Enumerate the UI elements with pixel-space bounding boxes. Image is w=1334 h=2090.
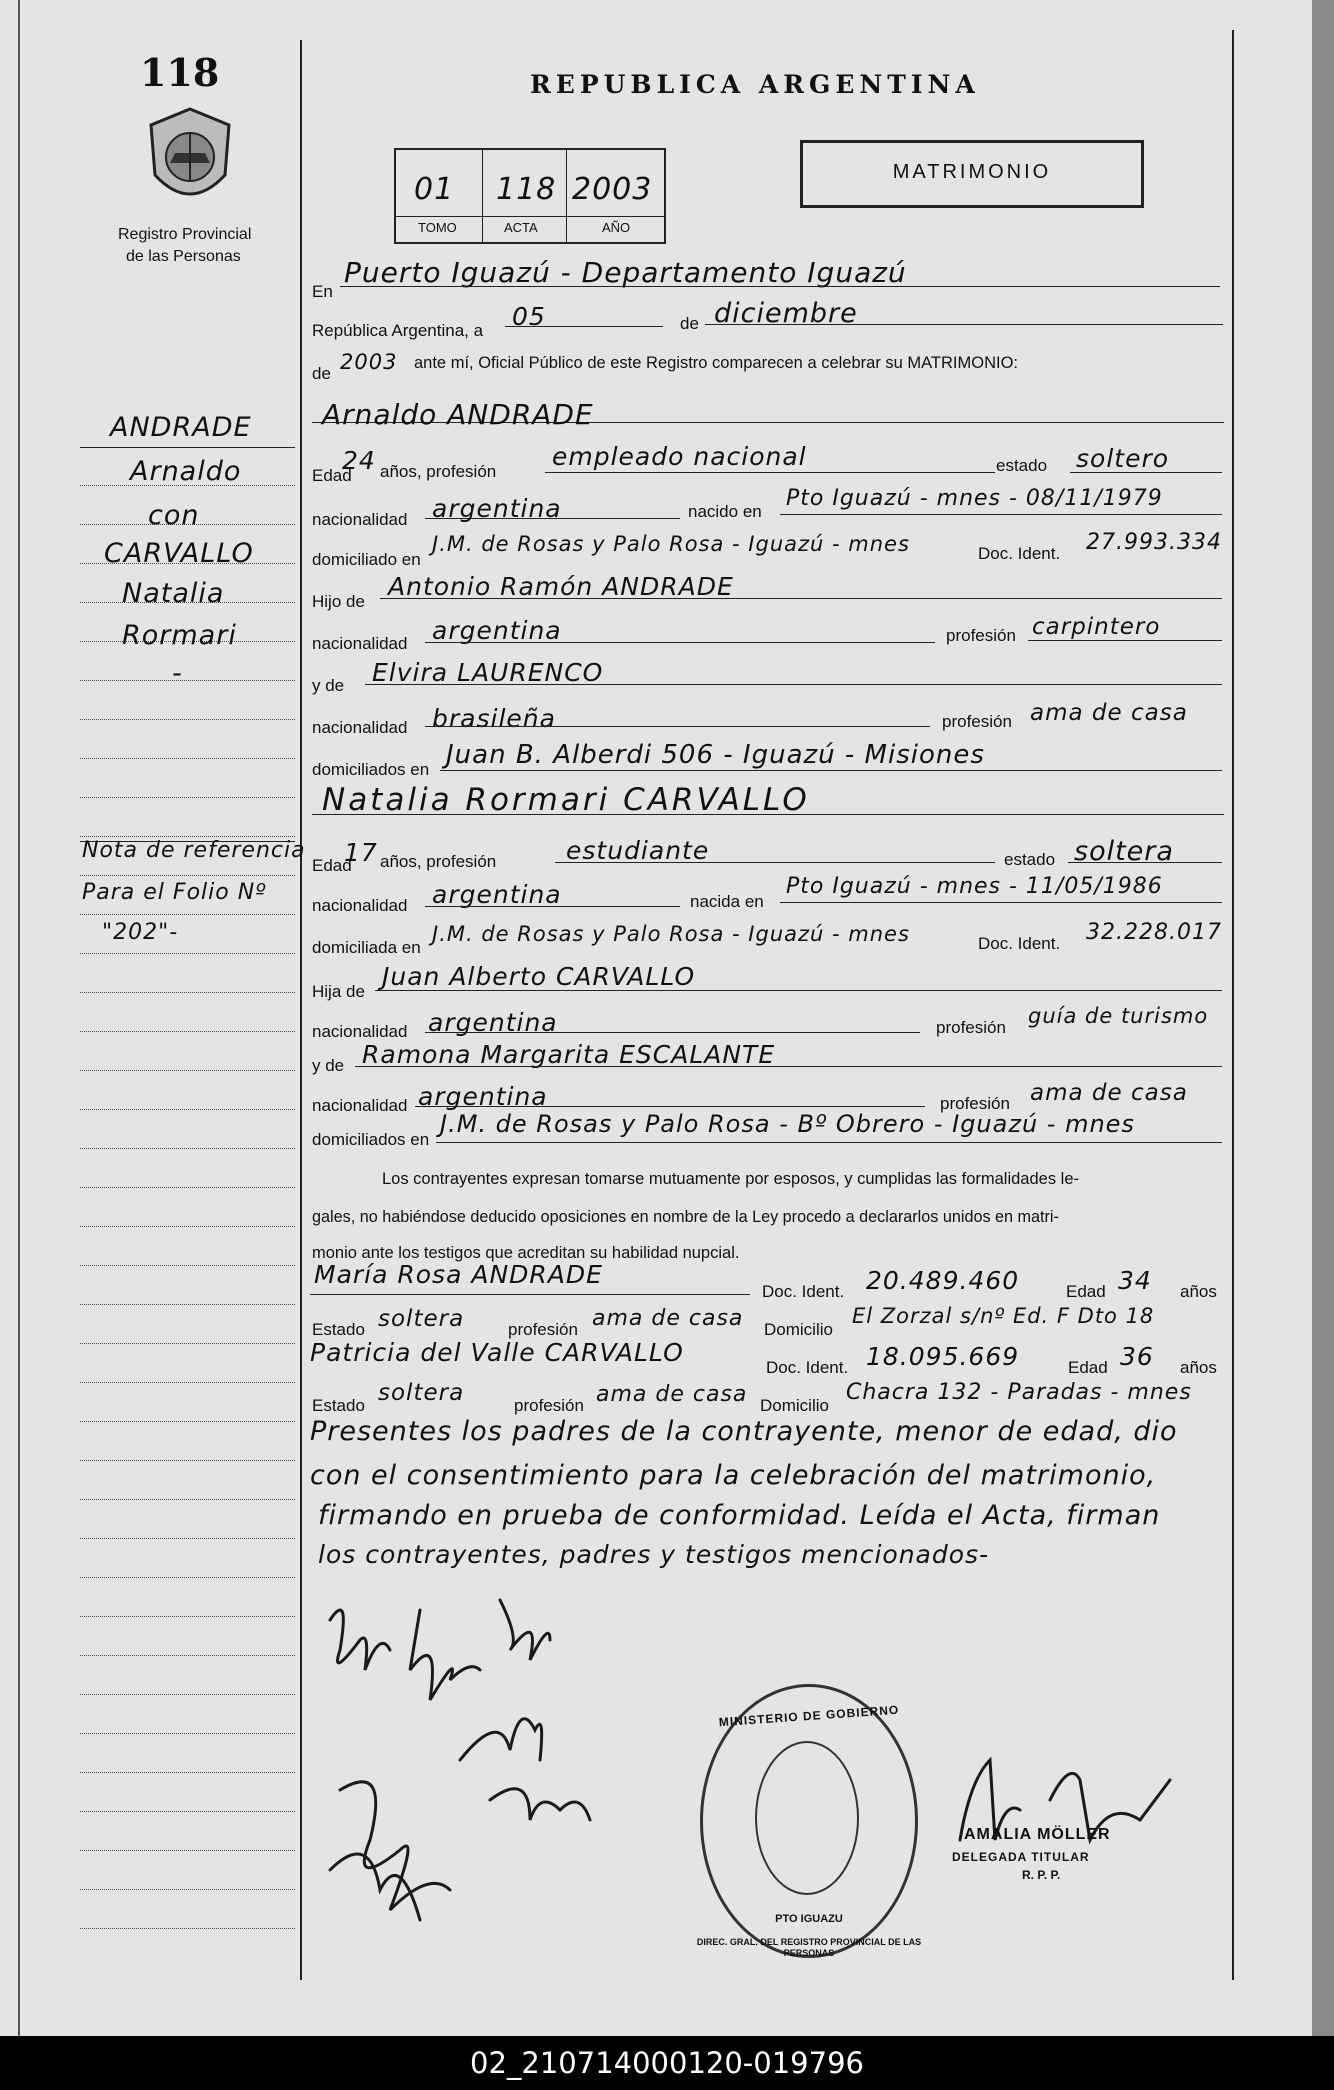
margin-rule-line	[80, 1148, 295, 1149]
witness-1-anos-label: años	[1180, 1282, 1217, 1301]
bride-mother-nationality: argentina	[418, 1082, 548, 1111]
bride-mother-name: Ramona Margarita ESCALANTE	[362, 1040, 776, 1069]
en-label: En	[312, 282, 333, 301]
country-title: REPUBLICA ARGENTINA	[530, 70, 980, 99]
observation-line-2: con el consentimiento para la celebración del matrimonio,	[310, 1460, 1157, 1491]
witness-1-prof-label: profesión	[508, 1320, 578, 1339]
groom-mother-profession: ama de casa	[1030, 700, 1188, 726]
witness-2-age: 36	[1120, 1342, 1154, 1371]
bride-hija-label: Hija de	[312, 982, 365, 1001]
bride-estado-label: estado	[1004, 850, 1056, 869]
margin-rule-line	[80, 1928, 295, 1929]
bride-birthplace-date: Pto Iguazú - mnes - 11/05/1986	[786, 874, 1163, 899]
margin-rule-line	[80, 1343, 295, 1344]
acta-value: 118	[496, 172, 557, 207]
ano-value: 2003	[572, 172, 653, 207]
bride-father-prof-label: profesión	[936, 1018, 1006, 1037]
year-value: 2003	[340, 350, 398, 374]
reference-note-line-3: "202"-	[102, 920, 179, 945]
margin-rule-line	[80, 1889, 295, 1890]
bride-father-profession: guía de turismo	[1028, 1004, 1209, 1028]
margin-note-dash: -	[172, 658, 183, 689]
bride-father-name: Juan Alberto CARVALLO	[382, 962, 696, 991]
margin-rule-line	[80, 1811, 295, 1812]
groom-yde-label: y de	[312, 676, 345, 695]
seal-town-text: PTO IGUAZU	[775, 1913, 843, 1925]
official-seal	[696, 1684, 922, 1958]
bride-mother-profession: ama de casa	[1030, 1080, 1188, 1106]
groom-nationality: argentina	[432, 494, 562, 523]
left-edge-line	[18, 0, 20, 2036]
groom-estado-label: estado	[996, 456, 1048, 475]
groom-doc-label: Doc. Ident.	[978, 544, 1061, 563]
bride-nacida-label: nacida en	[690, 892, 764, 911]
record-type-box: MATRIMONIO	[800, 140, 1144, 208]
page-number: 118	[140, 50, 220, 95]
witness-1-domicile: El Zorzal s/nº Ed. F Dto 18	[852, 1304, 1155, 1328]
margin-rule-line	[80, 1304, 295, 1305]
record-number-box	[394, 148, 666, 244]
witness-2-name: Patricia del Valle CARVALLO	[310, 1338, 684, 1367]
witness-2-estado-label: Estado	[312, 1396, 365, 1415]
republica-label: República Argentina, a	[312, 321, 484, 340]
witness-2-anos-label: años	[1180, 1358, 1217, 1377]
bride-mother-prof-label: profesión	[940, 1094, 1010, 1113]
margin-rule-line	[80, 836, 295, 837]
margin-note-name-3: Rormari	[122, 620, 237, 651]
groom-mother-prof-label: profesión	[942, 712, 1012, 731]
issuer-line-1: Registro Provincial	[118, 226, 252, 243]
margin-rule-line	[80, 1382, 295, 1383]
groom-estado: soltero	[1076, 444, 1170, 473]
witness-2-domicile: Chacra 132 - Paradas - mnes	[846, 1380, 1192, 1405]
acta-label: ACTA	[504, 220, 538, 235]
margin-rule-line	[80, 1499, 295, 1500]
bride-estado: soltera	[1074, 836, 1174, 867]
margin-note-name-2: Natalia	[122, 578, 225, 609]
groom-domicile: J.M. de Rosas y Palo Rosa - Iguazú - mnes	[432, 532, 910, 556]
witness-2-domicilio-label: Domicilio	[760, 1396, 829, 1415]
margin-rule-line	[80, 914, 295, 915]
bride-domiciliada-label: domiciliada en	[312, 938, 421, 957]
margin-rule-line	[80, 1031, 295, 1032]
margin-note-surname: ANDRADE	[110, 412, 252, 443]
legal-text-line-3: monio ante los testigos que acreditan su habilidad nupcial.	[312, 1244, 740, 1262]
observation-line-1: Presentes los padres de la contrayente, menor de edad, dio	[310, 1416, 1178, 1447]
bride-mother-nac-label: nacionalidad	[312, 1096, 408, 1115]
witness-1-doc-label: Doc. Ident.	[762, 1282, 845, 1301]
margin-rule-line	[80, 1226, 295, 1227]
witness-1-profession: ama de casa	[592, 1306, 744, 1331]
margin-rule-line	[80, 953, 295, 954]
bride-anos-profesion-label: años, profesión	[380, 852, 497, 871]
ante-mi-text: ante mí, Oficial Público de este Registro comparecen a celebrar su MATRIMONIO:	[414, 354, 1019, 372]
seal-inner-text: MINISTERIO DE GOBIERNO	[718, 1702, 900, 1730]
margin-rule-line	[80, 680, 295, 681]
groom-age: 24	[342, 446, 376, 475]
day-value: 05	[512, 302, 546, 331]
reference-note-line-1: Nota de referencia	[82, 838, 306, 863]
margin-rule-line	[80, 1421, 295, 1422]
groom-profession: empleado nacional	[552, 442, 807, 471]
groom-mother-name: Elvira LAURENCO	[372, 658, 604, 687]
witness-1-age: 34	[1118, 1266, 1152, 1295]
right-border-line	[1232, 30, 1234, 1980]
groom-domiciliado-label: domiciliado en	[312, 550, 421, 569]
bride-nacionalidad-label: nacionalidad	[312, 896, 408, 915]
margin-note-name: Arnaldo	[130, 456, 242, 487]
groom-father-nationality: argentina	[432, 616, 562, 645]
groom-nacido-label: nacido en	[688, 502, 762, 521]
ano-label: AÑO	[602, 220, 631, 235]
tomo-value: 01	[414, 172, 455, 207]
groom-nacionalidad-label: nacionalidad	[312, 510, 408, 529]
margin-rule-line	[80, 1109, 295, 1110]
scan-identifier: 02_210714000120-019796	[0, 2036, 1334, 2090]
witness-2-estado: soltera	[378, 1380, 465, 1406]
groom-parents-dom-label: domiciliados en	[312, 760, 430, 779]
margin-rule-line	[80, 1616, 295, 1617]
groom-father-name: Antonio Ramón ANDRADE	[388, 572, 734, 601]
witness-2-prof-label: profesión	[514, 1396, 584, 1415]
bride-nationality: argentina	[432, 880, 562, 909]
groom-father-prof-label: profesión	[946, 626, 1016, 645]
margin-rule-line	[80, 1538, 295, 1539]
margin-rule-line	[80, 992, 295, 993]
margin-solid-rule	[80, 447, 295, 448]
margin-rule-line	[80, 719, 295, 720]
tomo-label: TOMO	[418, 220, 457, 235]
margin-rule-line	[80, 1187, 295, 1188]
bride-father-nac-label: nacionalidad	[312, 1022, 408, 1041]
bride-name: Natalia Rormari CARVALLO	[322, 782, 810, 818]
official-title: DELEGADA TITULAR	[952, 1850, 1090, 1864]
legal-text-line-1: Los contrayentes expresan tomarse mutuamente por esposos, y cumplidas las formalidades le-	[382, 1170, 1080, 1188]
groom-hijo-label: Hijo de	[312, 592, 365, 611]
handwritten-signatures	[310, 1590, 630, 1950]
bride-yde-label: y de	[312, 1056, 345, 1075]
groom-birthplace-date: Pto Iguazú - mnes - 08/11/1979	[786, 486, 1163, 511]
observation-line-4: los contrayentes, padres y testigos mencionados-	[318, 1540, 990, 1569]
margin-rule-line	[80, 1850, 295, 1851]
observation-line-3: firmando en prueba de conformidad. Leída el Acta, firman	[318, 1500, 1161, 1531]
margin-rule-line	[80, 1733, 295, 1734]
witness-1-estado-label: Estado	[312, 1320, 365, 1339]
bride-parents-dom-label: domiciliados en	[312, 1130, 430, 1149]
margin-rule-line	[80, 1265, 295, 1266]
groom-mother-nac-label: nacionalidad	[312, 718, 408, 737]
margin-rule-line	[80, 1772, 295, 1773]
margin-rule-line	[80, 1694, 295, 1695]
margin-rule-line	[80, 1460, 295, 1461]
official-name: AMALIA MÖLLER	[964, 1826, 1111, 1843]
place-value: Puerto Iguazú - Departamento Iguazú	[344, 256, 907, 289]
bride-domicile: J.M. de Rosas y Palo Rosa - Iguazú - mnes	[432, 922, 910, 946]
witness-1-edad-label: Edad	[1066, 1282, 1106, 1301]
groom-edad-label: Edad	[312, 466, 352, 485]
groom-mother-nationality: brasileña	[432, 704, 556, 733]
margin-rule-line	[80, 1577, 295, 1578]
witness-1-name: María Rosa ANDRADE	[314, 1260, 603, 1289]
groom-name: Arnaldo ANDRADE	[322, 398, 594, 431]
bride-profession: estudiante	[566, 836, 710, 865]
margin-rule-line	[80, 1070, 295, 1071]
margin-rule-line	[80, 1655, 295, 1656]
margin-note-surname-2: CARVALLO	[104, 538, 254, 569]
provincial-crest-icon	[145, 105, 235, 215]
groom-document-number: 27.993.334	[1086, 530, 1222, 555]
witness-2-doc: 18.095.669	[866, 1342, 1020, 1371]
witness-1-domicilio-label: Domicilio	[764, 1320, 833, 1339]
margin-rule-line	[80, 797, 295, 798]
groom-father-profession: carpintero	[1032, 614, 1161, 640]
bride-doc-label: Doc. Ident.	[978, 934, 1061, 953]
witness-1-estado: soltera	[378, 1306, 465, 1332]
issuer-line-2: de las Personas	[126, 248, 241, 265]
bride-parents-domicile: J.M. de Rosas y Palo Rosa - Bº Obrero - Iguazú - mnes	[440, 1110, 1135, 1138]
margin-rule-line	[80, 758, 295, 759]
bride-age: 17	[344, 838, 378, 867]
de-label: de	[680, 314, 699, 333]
witness-1-doc: 20.489.460	[866, 1266, 1020, 1295]
page-edge	[1312, 0, 1334, 2036]
bride-father-nationality: argentina	[428, 1008, 558, 1037]
reference-note-line-2: Para el Folio Nº	[82, 880, 267, 905]
witness-2-profession: ama de casa	[596, 1382, 748, 1407]
margin-note-con: con	[148, 500, 200, 531]
groom-parents-domicile: Juan B. Alberdi 506 - Iguazú - Misiones	[446, 740, 985, 770]
bride-document-number: 32.228.017	[1086, 920, 1222, 945]
groom-anos-profesion-label: años, profesión	[380, 462, 497, 481]
margin-rule-line	[80, 875, 295, 876]
official-organization: R. P. P.	[1022, 1868, 1061, 1882]
legal-text-line-2: gales, no habiéndose deducido oposiciones en nombre de la Ley procedo a declararlos unidos en matri-	[312, 1208, 1059, 1226]
month-value: diciembre	[714, 298, 858, 329]
de-year-label: de	[312, 364, 331, 383]
groom-father-nac-label: nacionalidad	[312, 634, 408, 653]
bride-edad-label: Edad	[312, 856, 352, 875]
margin-column-line	[300, 40, 302, 1980]
witness-2-doc-label: Doc. Ident.	[766, 1358, 849, 1377]
seal-outer-text: DIREC. GRAL. DEL REGISTRO PROVINCIAL DE LAS PERSONAS	[696, 1937, 922, 1958]
witness-2-edad-label: Edad	[1068, 1358, 1108, 1377]
